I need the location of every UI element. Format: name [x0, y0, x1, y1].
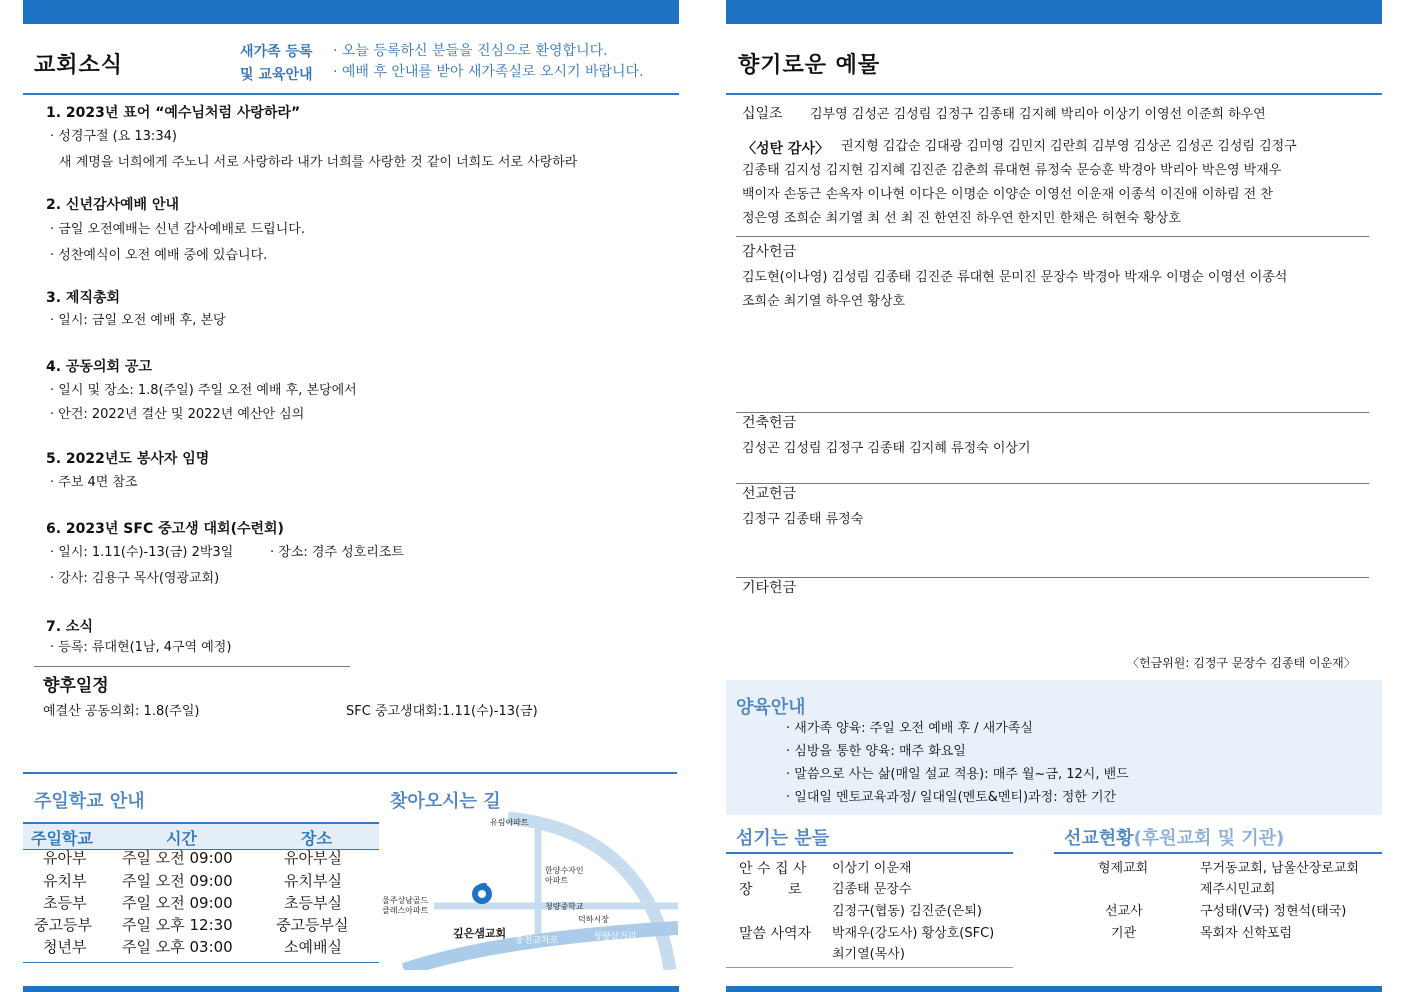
map-label: 유림아파트	[490, 818, 529, 827]
church-news-title: 교회소식	[34, 53, 124, 78]
table-cell: 주일 오후 03:00	[122, 938, 233, 956]
thanks-label: 감사헌금	[742, 244, 797, 260]
building-label: 건축헌금	[742, 415, 797, 431]
server-role: 안 수 집 사	[739, 861, 807, 877]
table-header: 시간	[166, 829, 197, 848]
offering-committee: 〈헌금위원: 김정구 문장수 김종태 이운재〉	[1127, 656, 1356, 670]
news-line: · 주보 4면 참조	[50, 475, 138, 490]
offerings-divider	[726, 93, 1382, 95]
news-heading-2: 2. 신년감사예배 안내	[46, 197, 179, 213]
news-line: · 장소: 경주 성호리조트	[270, 545, 404, 560]
news-heading-6: 6. 2023년 SFC 중고생 대회(수련회)	[46, 521, 284, 537]
news-line: · 안건: 2022년 결산 및 2022년 예산안 심의	[50, 407, 305, 422]
schedule-item-1: 예결산 공동의회: 1.8(주일)	[43, 704, 200, 719]
bottom-bar-right	[726, 986, 1382, 992]
nurture-item: · 새가족 양육: 주일 오전 예배 후 / 새가족실	[786, 721, 1033, 736]
servers-title: 섬기는 분들	[736, 828, 830, 849]
table-header: 주일학교	[31, 829, 93, 848]
offering-divider	[736, 483, 1369, 484]
xmas-names: 김종태 김지성 김지현 김지혜 김진준 김춘희 류대현 류정숙 문승훈 박경아 박리아 박은영 박재우	[742, 163, 1282, 178]
server-names: 김정구(협동) 김진준(은퇴)	[832, 904, 982, 919]
news-heading-3: 3. 제직총회	[46, 290, 121, 306]
server-role: 장 로	[739, 882, 802, 898]
bottom-section-divider	[23, 772, 677, 774]
xmas-names: 정은영 조희순 최기열 최 선 최 진 한연진 하우연 한지민 한채은 허현숙 황상호	[742, 211, 1181, 226]
servers-bottom-line	[726, 967, 1013, 968]
map-label: 한양수자인 아파트	[545, 866, 584, 885]
news-line: · 성찬예식이 오전 예배 중에 있습니다.	[50, 248, 268, 263]
sunday-school-title: 주일학교 안내	[34, 791, 145, 812]
directions-map	[378, 808, 678, 970]
mission-label: 선교헌금	[742, 486, 797, 502]
mission-status-value: 목회자 신학포럼	[1200, 926, 1293, 941]
mission-status-header-line	[1054, 852, 1382, 854]
mission-status-title-main: 선교현황	[1064, 828, 1134, 849]
map-label: 충전교차로	[515, 936, 559, 946]
news-line: · 강사: 김용구 목사(영광교회)	[50, 571, 220, 586]
mission-names: 김정구 김종태 류정숙	[742, 512, 864, 527]
mission-status-value: 무거동교회, 남울산장로교회	[1200, 861, 1359, 876]
mission-status-value: 구성태(V국) 정현석(태국)	[1200, 904, 1347, 919]
news-line: · 일시: 금일 오전 예배 후, 본당	[50, 313, 226, 328]
news-line: · 일시: 1.11(수)-13(금) 2박3일	[50, 545, 234, 560]
offerings-title: 향기로운 예물	[738, 53, 881, 78]
tithe-label: 십일조	[742, 106, 783, 122]
schedule-title: 향후일정	[43, 676, 109, 696]
server-names: 김종태 문장수	[832, 882, 912, 897]
map-label: 청량중학교	[545, 902, 584, 911]
other-label: 기타헌금	[742, 580, 797, 596]
news-line: · 성경구절 (요 13:34)	[50, 129, 177, 144]
mission-status-value: 제주시민교회	[1200, 882, 1276, 897]
offering-divider	[736, 236, 1369, 237]
news-divider	[23, 93, 679, 95]
news-line: · 일시 및 장소: 1.8(주일) 주일 오전 예배 후, 본당에서	[50, 383, 357, 398]
servers-header-line	[726, 852, 1013, 854]
xmas-names: 백이자 손동근 손옥자 이나현 이다은 이명순 이양순 이영선 이운재 이종석 이진애 이하림 전 찬	[742, 187, 1273, 202]
thanks-names: 조희순 최기열 하우연 황상호	[742, 294, 906, 309]
table-header: 장소	[301, 829, 332, 848]
nurture-item: · 말씀으로 사는 삶(매일 설교 적용): 매주 월~금, 12시, 밴드	[786, 767, 1129, 782]
news-heading-7: 7. 소식	[46, 619, 93, 635]
newcomer-label-1: 새가족 등록	[240, 44, 313, 60]
table-cell: 유아부	[43, 849, 87, 867]
building-names: 김성곤 김성림 김정구 김종태 김지혜 류정숙 이상기	[742, 441, 1031, 456]
mission-status-label: 형제교회	[1098, 861, 1149, 876]
newcomer-text-2: · 예배 후 안내를 받아 새가족실로 오시기 바랍니다.	[333, 64, 644, 80]
table-bottom-line	[23, 962, 379, 963]
newcomer-label-2: 및 교육안내	[240, 67, 313, 83]
nurture-title: 양육안내	[736, 697, 806, 718]
top-bar-right	[726, 0, 1382, 24]
schedule-divider	[34, 666, 350, 667]
offering-divider	[736, 412, 1369, 413]
mission-status-title-sub: (후원교회 및 기관)	[1133, 828, 1285, 849]
table-cell: 유치부실	[284, 872, 342, 890]
table-cell: 주일 오전 09:00	[122, 872, 233, 890]
news-heading-1: 1. 2023년 표어 “예수님처럼 사랑하라”	[46, 105, 301, 121]
news-heading-4: 4. 공동의회 공고	[46, 359, 152, 375]
table-cell: 소예배실	[284, 938, 342, 956]
tithe-names: 김부영 김성곤 김성림 김정구 김종태 김지혜 박리아 이상기 이영선 이준희 하우연	[810, 107, 1266, 122]
table-cell: 유치부	[43, 872, 87, 890]
table-cell: 주일 오전 09:00	[122, 849, 233, 867]
table-cell: 초등부실	[284, 894, 342, 912]
table-cell: 초등부	[43, 894, 87, 912]
table-cell: 중고등부실	[276, 916, 349, 934]
table-cell: 중고등부	[34, 916, 92, 934]
server-names: 박재우(강도사) 황상호(SFC)	[832, 926, 995, 941]
server-names: 이상기 이운재	[832, 861, 912, 876]
schedule-item-2: SFC 중고생대회:1.11(수)-13(금)	[346, 704, 538, 719]
news-heading-5: 5. 2022년도 봉사자 임명	[46, 451, 210, 467]
news-line: · 등록: 류대현(1남, 4구역 예정)	[50, 640, 232, 655]
church-name-label: 깊은샘교회	[453, 927, 507, 940]
xmas-names: 권지형 김갑순 김대광 김미영 김민지 김란희 김부영 김상곤 김성곤 김성림 김정구	[841, 139, 1297, 154]
nurture-item: · 심방을 통한 양육: 매주 화요일	[786, 744, 966, 759]
map-label: 청량삼거리	[593, 932, 637, 942]
table-cell: 주일 오후 12:30	[122, 916, 233, 934]
bottom-bar-left	[23, 986, 679, 992]
map-label: 울주상남골드 클래스아파트	[382, 896, 429, 915]
table-cell: 주일 오전 09:00	[122, 894, 233, 912]
mission-status-title	[1064, 824, 1284, 850]
mission-status-label: 선교사	[1105, 904, 1143, 919]
map-label: 덕하시장	[578, 915, 609, 924]
news-line: 새 계명을 너희에게 주노니 서로 사랑하라 내가 너희를 사랑한 것 같이 너희도 서로 사랑하라	[59, 155, 578, 170]
mission-status-label: 기관	[1111, 926, 1137, 941]
newcomer-text-1: · 오늘 등록하신 분들을 진심으로 환영합니다.	[333, 43, 608, 59]
server-role: 말씀 사역자	[739, 926, 812, 942]
table-cell: 청년부	[43, 938, 87, 956]
nurture-item: · 일대일 멘토교육과정/ 일대일(멘토&멘티)과정: 정한 기간	[786, 790, 1117, 805]
directions-title: 찾아오시는 길	[390, 791, 501, 812]
thanks-names: 김도현(이나영) 김성림 김종태 김진준 류대현 문미진 문장수 박경아 박재우 이명순 이영선 이종석	[742, 270, 1288, 285]
offering-divider	[736, 577, 1369, 578]
xmas-label: 〈성탄 감사〉	[742, 141, 829, 157]
server-names: 최기열(목사)	[832, 947, 905, 962]
top-bar-left	[23, 0, 679, 24]
news-line: · 금일 오전예배는 신년 감사예배로 드립니다.	[50, 222, 305, 237]
sunday-school-table	[23, 822, 379, 964]
table-cell: 유아부실	[284, 849, 342, 867]
